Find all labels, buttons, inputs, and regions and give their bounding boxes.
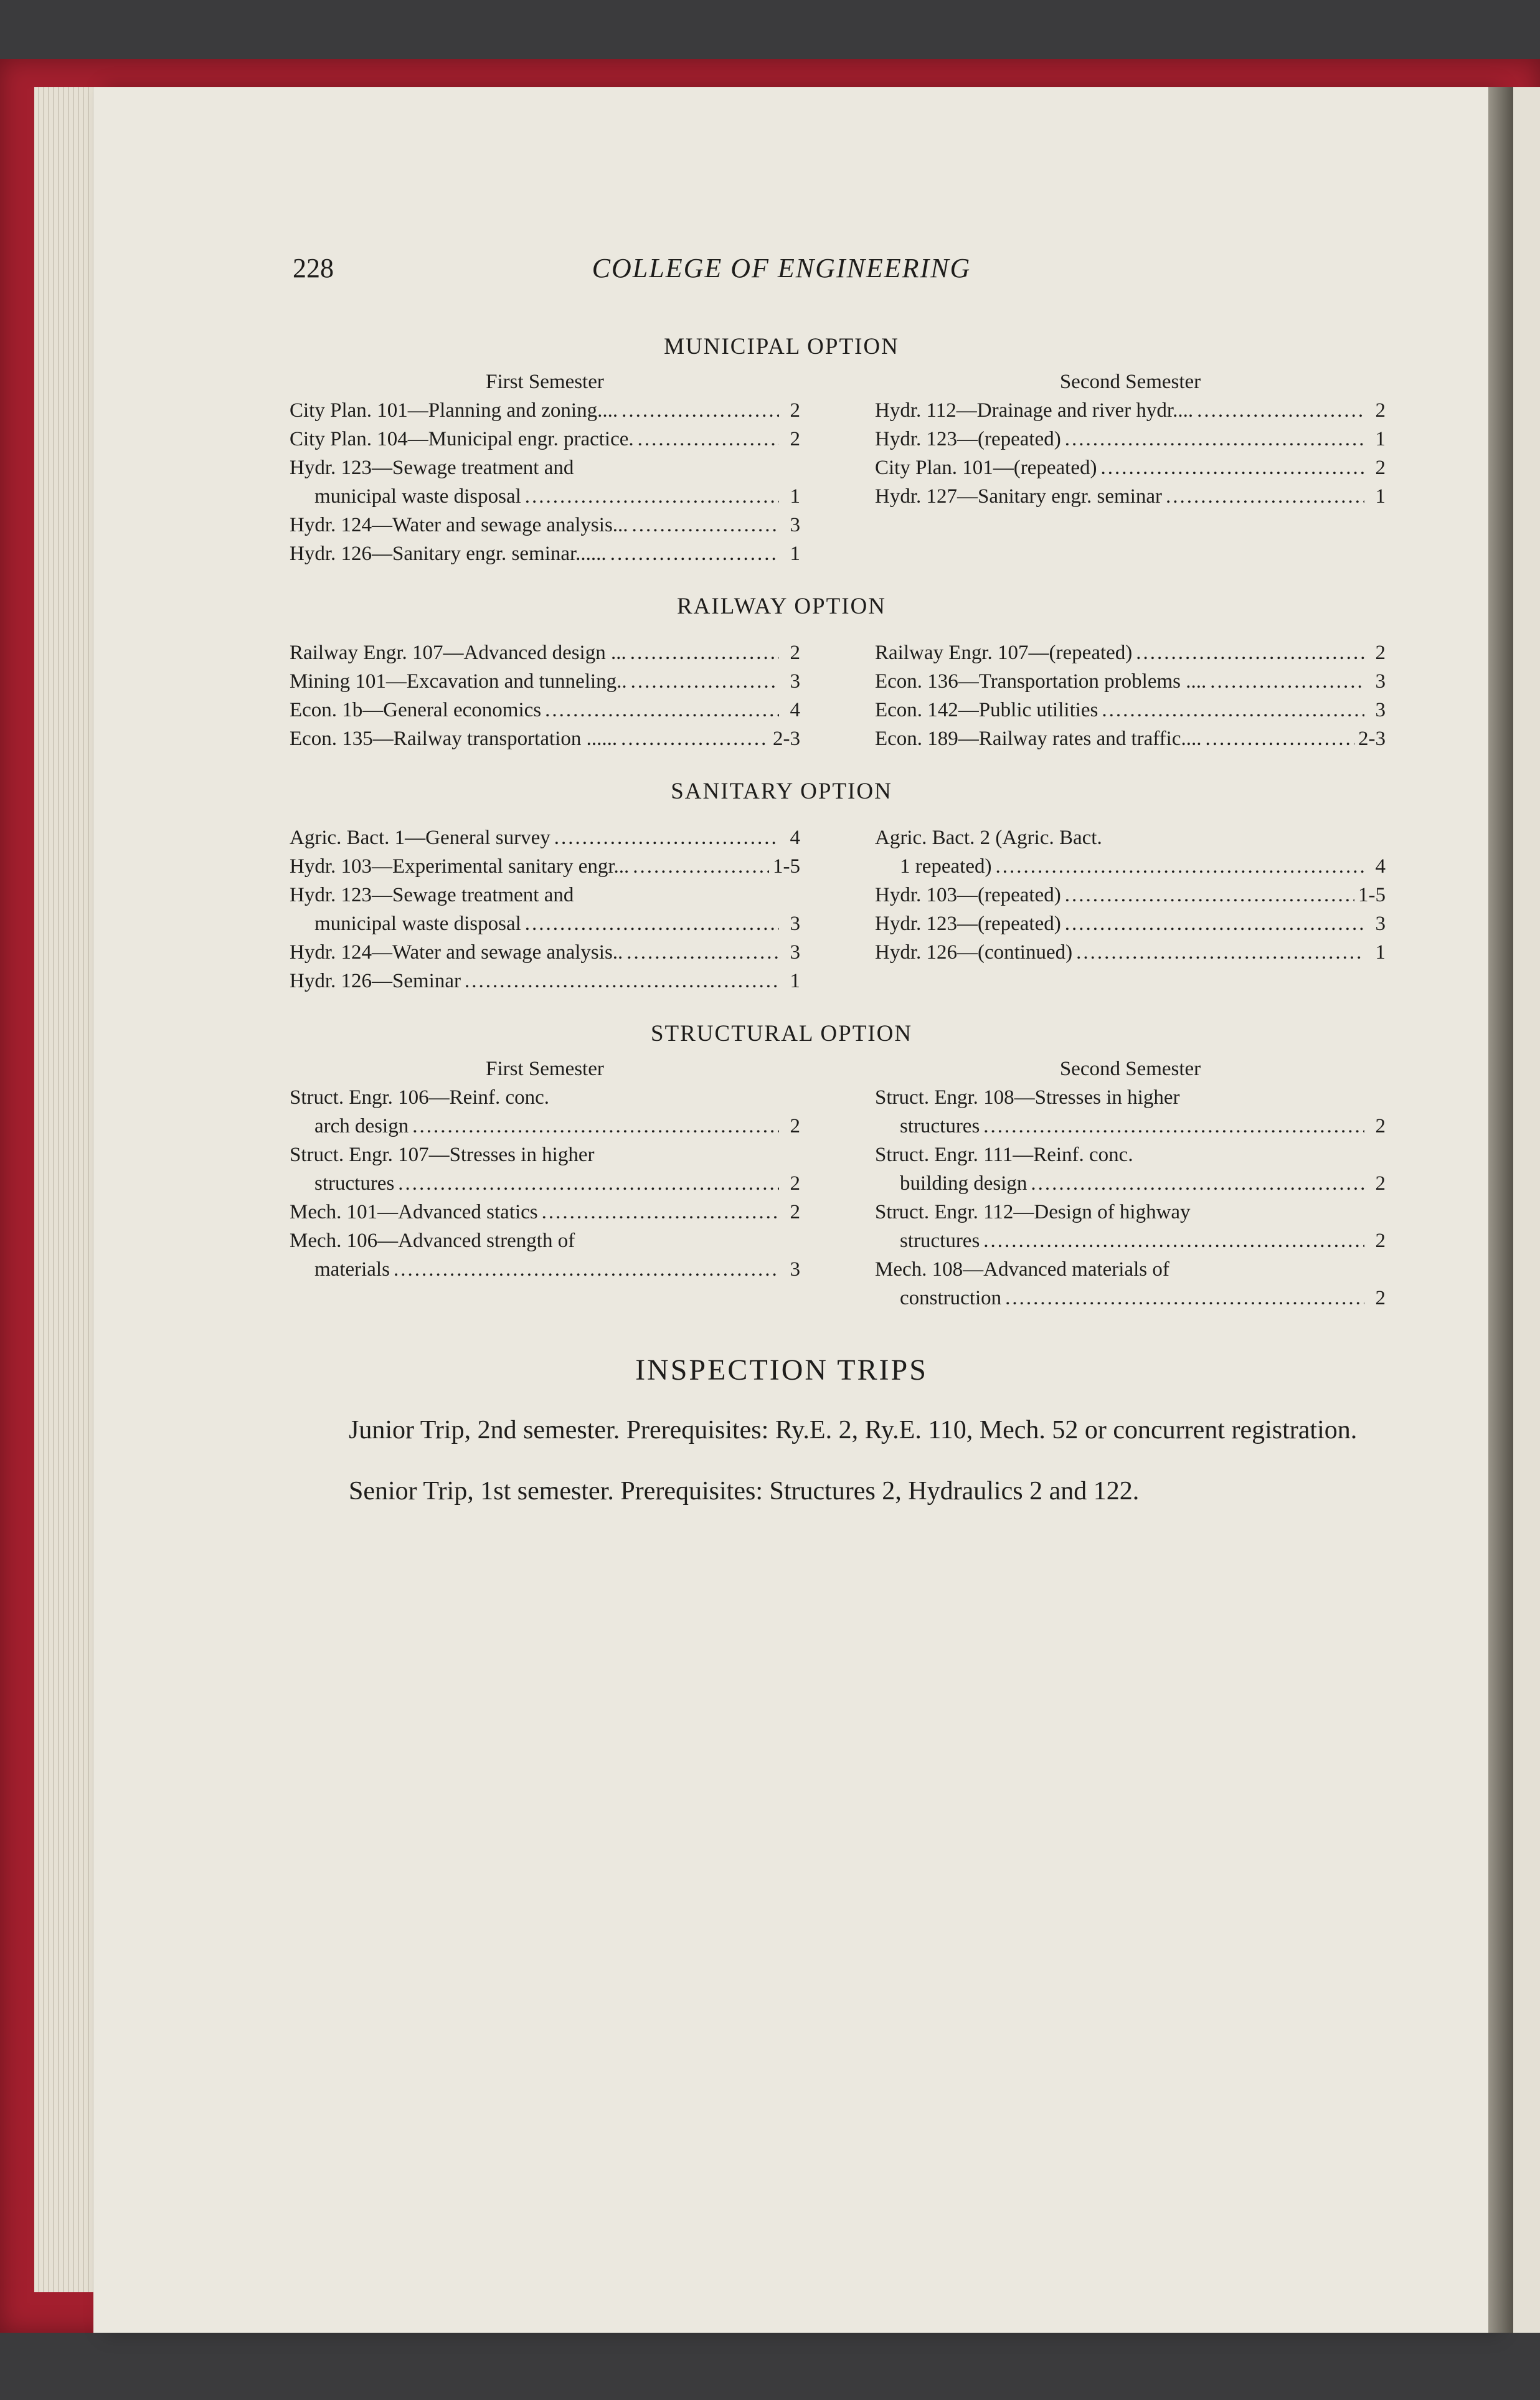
dot-leader	[525, 909, 779, 938]
course-row	[290, 1255, 800, 1284]
course-credits: 3	[790, 941, 800, 964]
railway-columns	[196, 638, 1386, 753]
course-title: Econ. 135—Railway transportation ......	[290, 728, 618, 750]
municipal-second-semester	[875, 368, 1386, 568]
dot-leader	[1205, 724, 1354, 753]
first-semester-label: First Semester	[486, 371, 604, 393]
course-credits: 2	[790, 399, 800, 422]
course-title: Struct. Engr. 108—Stresses in higher	[875, 1086, 1180, 1109]
second-semester-label: Second Semester	[1059, 1058, 1201, 1080]
course-row	[875, 823, 1386, 852]
course-credits: 2	[1375, 1230, 1386, 1252]
dot-leader	[542, 1198, 779, 1226]
course-title: Struct. Engr. 107—Stresses in higher	[290, 1144, 595, 1166]
course-title: City Plan. 104—Municipal engr. practice.	[290, 428, 634, 450]
dot-leader	[1065, 425, 1364, 453]
course-title: Agric. Bact. 1—General survey	[290, 827, 550, 849]
course-credits: 3	[1375, 699, 1386, 721]
course-title: construction	[900, 1287, 1002, 1309]
course-row	[290, 638, 800, 667]
first-semester-label: First Semester	[486, 1058, 604, 1080]
dot-leader	[545, 696, 779, 724]
course-title: arch design	[314, 1115, 409, 1137]
course-credits: 2-3	[1358, 728, 1386, 750]
railway-second-column	[875, 638, 1386, 753]
course-row	[875, 638, 1386, 667]
course-row	[875, 852, 1386, 881]
course-row	[290, 938, 800, 967]
course-row	[875, 482, 1386, 511]
course-row	[875, 1198, 1386, 1226]
inspection-trips-title: INSPECTION TRIPS	[635, 1354, 928, 1387]
dot-leader	[1076, 938, 1364, 967]
dot-leader	[626, 938, 779, 967]
course-credits: 4	[1375, 855, 1386, 878]
course-title: Hydr. 123—Sewage treatment and	[290, 884, 574, 906]
course-title: Econ. 189—Railway rates and traffic....	[875, 728, 1202, 750]
course-row	[290, 396, 800, 425]
dot-leader	[630, 638, 779, 667]
course-title: structures	[314, 1172, 395, 1195]
course-title: Hydr. 124—Water and sewage analysis...	[290, 514, 628, 536]
course-title: municipal waste disposal	[314, 485, 521, 508]
railway-option-title: RAILWAY OPTION	[677, 594, 886, 619]
course-credits: 3	[1375, 913, 1386, 935]
sanitary-first-column	[290, 823, 800, 995]
dot-leader	[633, 852, 769, 881]
dot-leader	[1065, 881, 1354, 909]
page-content	[196, 240, 1386, 1509]
course-row	[875, 396, 1386, 425]
structural-first-semester	[290, 1055, 800, 1312]
course-title: Econ. 142—Public utilities	[875, 699, 1098, 721]
course-credits: 1-5	[773, 855, 800, 878]
course-credits: 2	[790, 1115, 800, 1137]
railway-first-column	[290, 638, 800, 753]
dot-leader	[1102, 696, 1364, 724]
course-title: Hydr. 127—Sanitary engr. seminar	[875, 485, 1163, 508]
course-row	[290, 1141, 800, 1169]
dot-leader	[394, 1255, 779, 1284]
junior-trip-paragraph: Junior Trip, 2nd semester. Prerequisites: Ry.E. 2, Ry.E. 110, Mech. 52 or concurrent registration.	[349, 1416, 1358, 1444]
dot-leader	[632, 511, 779, 539]
course-row	[875, 881, 1386, 909]
dot-leader	[1166, 482, 1364, 511]
sanitary-columns	[196, 823, 1386, 995]
course-row	[290, 1169, 800, 1198]
dot-leader	[412, 1112, 779, 1141]
sanitary-second-column	[875, 823, 1386, 995]
course-row	[290, 881, 800, 909]
course-row	[875, 909, 1386, 938]
course-row	[875, 667, 1386, 696]
course-title: Hydr. 126—(continued)	[875, 941, 1073, 964]
course-title: municipal waste disposal	[314, 913, 521, 935]
course-title: materials	[314, 1258, 390, 1281]
dot-leader	[1136, 638, 1364, 667]
course-title: structures	[900, 1230, 980, 1252]
course-title: Mech. 101—Advanced statics	[290, 1201, 538, 1223]
course-row	[875, 1141, 1386, 1169]
dot-leader	[1065, 909, 1364, 938]
dot-leader	[465, 967, 779, 995]
structural-columns	[196, 1055, 1386, 1312]
course-credits: 2	[1375, 642, 1386, 664]
dot-leader	[631, 667, 779, 696]
course-credits: 1	[1375, 485, 1386, 508]
course-title: 1 repeated)	[900, 855, 992, 878]
course-row	[290, 1083, 800, 1112]
dot-leader	[554, 823, 779, 852]
course-row	[875, 724, 1386, 753]
course-title: Hydr. 112—Drainage and river hydr....	[875, 399, 1194, 422]
facing-page-edge	[1513, 87, 1540, 2333]
course-credits: 2	[790, 642, 800, 664]
course-title: Struct. Engr. 112—Design of highway	[875, 1201, 1191, 1223]
course-credits: 1	[1375, 428, 1386, 450]
course-credits: 1-5	[1358, 884, 1386, 906]
dot-leader	[1031, 1169, 1364, 1198]
course-credits: 2	[790, 1172, 800, 1195]
course-title: Hydr. 123—(repeated)	[875, 428, 1061, 450]
structural-second-semester	[875, 1055, 1386, 1312]
course-credits: 2	[1375, 1172, 1386, 1195]
course-row	[290, 1198, 800, 1226]
dot-leader	[621, 396, 779, 425]
municipal-columns	[196, 368, 1386, 568]
course-row	[290, 724, 800, 753]
running-head: COLLEGE OF ENGINEERING	[592, 253, 971, 283]
course-credits: 3	[790, 913, 800, 935]
course-row	[290, 482, 800, 511]
dot-leader	[398, 1169, 779, 1198]
course-credits: 3	[790, 1258, 800, 1281]
course-title: City Plan. 101—Planning and zoning....	[290, 399, 618, 422]
senior-trip-paragraph: Senior Trip, 1st semester. Prerequisites: Structures 2, Hydraulics 2 and 122.	[349, 1477, 1140, 1506]
course-row	[875, 938, 1386, 967]
course-credits: 2	[1375, 1287, 1386, 1309]
page-number: 228	[293, 253, 334, 283]
course-row	[290, 511, 800, 539]
course-row	[290, 1112, 800, 1141]
course-credits: 2	[1375, 1115, 1386, 1137]
course-title: Mech. 108—Advanced materials of	[875, 1258, 1169, 1281]
course-credits: 3	[1375, 670, 1386, 693]
structural-option-title: STRUCTURAL OPTION	[650, 1021, 913, 1046]
course-row	[875, 696, 1386, 724]
course-credits: 2	[1375, 399, 1386, 422]
dot-leader	[1005, 1284, 1364, 1312]
course-credits: 1	[790, 543, 800, 565]
course-row	[875, 1226, 1386, 1255]
course-row	[290, 909, 800, 938]
dot-leader	[1210, 667, 1364, 696]
course-row	[290, 453, 800, 482]
course-title: Agric. Bact. 2 (Agric. Bact.	[875, 827, 1102, 849]
course-credits: 3	[790, 670, 800, 693]
course-title: Econ. 136—Transportation problems ....	[875, 670, 1207, 693]
course-title: Mech. 106—Advanced strength of	[290, 1230, 575, 1252]
sanitary-option-title: SANITARY OPTION	[671, 779, 892, 804]
course-row	[875, 1169, 1386, 1198]
course-credits: 2-3	[773, 728, 800, 750]
course-row	[290, 539, 800, 568]
course-row	[875, 1255, 1386, 1284]
course-title: Econ. 1b—General economics	[290, 699, 542, 721]
course-row	[290, 696, 800, 724]
course-row	[290, 823, 800, 852]
dot-leader	[610, 539, 779, 568]
dot-leader	[1101, 453, 1365, 482]
course-credits: 4	[790, 827, 800, 849]
page-header	[196, 240, 1367, 290]
course-row	[875, 1112, 1386, 1141]
dot-leader	[1197, 396, 1364, 425]
course-title: Hydr. 103—Experimental sanitary engr...	[290, 855, 630, 878]
course-row	[290, 852, 800, 881]
course-row	[290, 425, 800, 453]
course-row	[290, 667, 800, 696]
course-title: Railway Engr. 107—Advanced design ...	[290, 642, 626, 664]
dot-leader	[525, 482, 779, 511]
course-row	[875, 453, 1386, 482]
dot-leader	[621, 724, 769, 753]
course-row	[290, 967, 800, 995]
course-credits: 1	[1375, 941, 1386, 964]
dot-leader	[996, 852, 1365, 881]
course-title: City Plan. 101—(repeated)	[875, 457, 1097, 479]
course-credits: 1	[790, 970, 800, 992]
course-credits: 2	[1375, 457, 1386, 479]
course-title: Hydr. 123—Sewage treatment and	[290, 457, 574, 479]
municipal-first-semester	[290, 368, 800, 568]
course-row	[875, 425, 1386, 453]
course-title: building design	[900, 1172, 1027, 1195]
course-title: Hydr. 103—(repeated)	[875, 884, 1061, 906]
book-gutter	[1488, 87, 1513, 2333]
course-credits: 2	[790, 428, 800, 450]
second-semester-label: Second Semester	[1059, 371, 1201, 393]
course-title: Struct. Engr. 106—Reinf. conc.	[290, 1086, 550, 1109]
course-title: Hydr. 126—Seminar	[290, 970, 461, 992]
course-credits: 4	[790, 699, 800, 721]
course-credits: 1	[790, 485, 800, 508]
course-title: Struct. Engr. 111—Reinf. conc.	[875, 1144, 1133, 1166]
course-title: Hydr. 124—Water and sewage analysis..	[290, 941, 623, 964]
course-row	[875, 1083, 1386, 1112]
course-credits: 3	[790, 514, 800, 536]
municipal-option-title: MUNICIPAL OPTION	[664, 334, 899, 359]
course-title: Hydr. 126—Sanitary engr. seminar......	[290, 543, 607, 565]
dot-leader	[983, 1226, 1364, 1255]
course-title: Mining 101—Excavation and tunneling..	[290, 670, 627, 693]
dot-leader	[983, 1112, 1364, 1141]
course-row	[290, 1226, 800, 1255]
course-row	[875, 1284, 1386, 1312]
course-title: Railway Engr. 107—(repeated)	[875, 642, 1133, 664]
course-title: Hydr. 123—(repeated)	[875, 913, 1061, 935]
course-title: structures	[900, 1115, 980, 1137]
course-credits: 2	[790, 1201, 800, 1223]
dot-leader	[638, 425, 779, 453]
